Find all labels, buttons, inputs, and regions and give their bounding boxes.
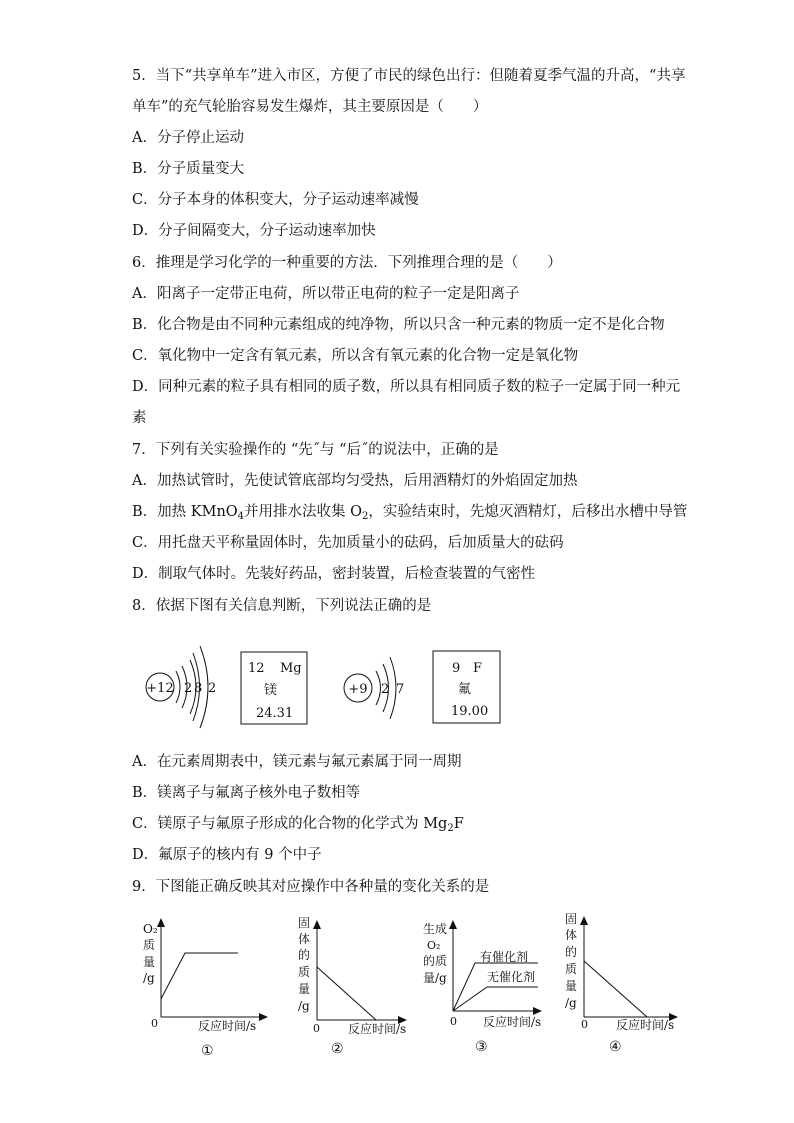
q5-option-a: A．分子停止运动 [132,130,244,146]
q6-stem: 6．推理是学习化学的一种重要的方法．下列推理合理的是（ ） [132,255,562,271]
graph-3 [423,920,542,1055]
f-name: 氟 [458,682,472,697]
graph-2-number: ② [331,1041,344,1057]
mg-nucleus-label: +12 [146,681,174,696]
mg-atom-structure [146,646,216,728]
mg-shell-2: 8 [194,681,203,696]
graph-4-origin: 0 [581,1018,588,1031]
graph-1-number: ① [201,1043,214,1059]
mg-symbol: Mg [280,661,302,676]
q5-stem-line2: 单车”的充气轮胎容易发生爆炸，其主要原因是（ ） [132,99,488,115]
graph-2-ylabel-1: 固 [298,916,311,930]
q6-option-c: C．氧化物中一定含有氧元素，所以含有氧元素的化合物一定是氧化物 [132,348,579,364]
mg-shell-3: 2 [208,681,217,696]
f-shell-1: 2 [381,682,390,697]
f-symbol: F [473,661,483,676]
mg-atomic-number: 12 [248,661,265,676]
q8-option-c: C．镁原子与氟原子形成的化合物的化学式为 $Mg_2F$ [132,816,464,834]
graph-4-xlabel: 反应时间/s [616,1018,675,1032]
f-element-card [433,651,500,723]
q8-stem: 8．依据下图有关信息判断，下列说法正确的是 [132,598,432,614]
graph-2-ylabel-4: 质 [298,965,311,979]
graph-3-origin: 0 [450,1015,457,1028]
graph-3-ylabel-4: 量/g [423,971,447,985]
q8-option-d: D．氟原子的核内有 9 个中子 [132,847,322,863]
q5-stem-line1: 5．当下“共享单车”进入市区，方便了市民的绿色出行：但随着夏季气温的升高，“共享 [132,68,686,84]
q6-option-b: B．化合物是由不同种元素组成的纯净物，所以只含一种元素的物质一定不是化合物 [132,317,665,333]
graph-4-ylabel-2: 体 [565,928,578,942]
f-atomic-mass: 19.00 [451,704,489,719]
graph-3-series-label-catalyst: 有催化剂 [480,950,529,964]
q5-option-b: B．分子质量变大 [132,161,245,177]
graph-1-ylabel-4: /g [143,971,155,985]
graph-4-ylabel-1: 固 [565,912,578,926]
q6-option-d-line2: 素 [132,410,147,426]
graph-3-number: ③ [475,1039,488,1055]
q8-atom-figure [140,638,520,733]
graph-2-ylabel-3: 的 [298,948,311,962]
graph-3-ylabel-3: 的质 [423,954,448,968]
mg-shell-1: 2 [184,681,193,696]
graph-2-xlabel: 反应时间/s [348,1022,407,1036]
graph-2-ylabel-5: 量 [298,982,311,996]
graph-2-ylabel-6: /g [298,999,310,1013]
graph-1-ylabel-1: O₂ [143,922,158,936]
graph-1-ylabel-3: 量 [143,955,156,969]
graph-1-xlabel: 反应时间/s [198,1019,257,1033]
mg-atomic-mass: 24.31 [256,706,294,721]
graph-4 [565,912,678,1055]
graph-2-origin: 0 [313,1022,320,1035]
f-shell-2: 7 [396,682,405,697]
graph-1 [143,918,268,1059]
graph-4-ylabel-6: /g [565,996,577,1010]
q7-option-c: C．用托盘天平称量固体时，先加质量小的砝码，后加质量大的砝码 [132,535,564,551]
graph-1-origin: 0 [151,1017,158,1030]
graph-2 [298,916,407,1057]
graph-2-ylabel-2: 体 [298,932,311,946]
graph-3-ylabel-1: 生成 [423,922,448,936]
graph-4-ylabel-4: 质 [565,962,578,976]
q8-option-b: B．镁离子与氟离子核外电子数相等 [132,785,361,801]
q7-option-a: A．加热试管时，先使试管底部均匀受热，后用酒精灯的外焰固定加热 [132,473,578,489]
q6-option-d-line1: D．同种元素的粒子具有相同的质子数，所以具有相同质子数的粒子一定属于同一种元 [132,379,681,395]
q5-option-d: D．分子间隔变大，分子运动速率加快 [132,223,376,239]
graph-3-xlabel: 反应时间/s [483,1015,542,1029]
f-atom-structure [344,657,404,719]
q7-stem: 7．下列有关实验操作的 “先˝与 “后˝的说法中，正确的是 [132,442,499,458]
q9-stem: 9．下图能正确反映其对应操作中各种量的变化关系的是 [132,879,490,895]
mg-name: 镁 [264,683,278,698]
graph-4-ylabel-3: 的 [565,945,578,959]
q9-graphs-figure [135,905,695,1065]
graph-3-series-label-no-catalyst: 无催化剂 [487,970,536,984]
q6-option-a: A．阳离子一定带正电荷，所以带正电荷的粒子一定是阳离子 [132,286,520,302]
graph-4-ylabel-5: 量 [565,979,578,993]
q8-option-a: A．在元素周期表中，镁元素与氟元素属于同一周期 [132,754,462,770]
q7-option-d: D．制取气体时。先装好药品，密封装置，后检查装置的气密性 [132,566,536,582]
mg-element-card [241,652,307,724]
q5-option-c: C．分子本身的体积变大，分子运动速率减慢 [132,192,419,208]
f-atomic-number: 9 [452,661,461,676]
q7-option-b: B．加热 KMnO$_4$并用排水法收集 $O_2$，实验结束时，先熄灭酒精灯，后移出水槽中导管 [132,504,688,522]
graph-1-ylabel-2: 质 [143,938,156,952]
f-nucleus-label: +9 [348,682,368,697]
graph-3-ylabel-2: O₂ [427,939,441,952]
graph-4-number: ④ [609,1039,622,1055]
